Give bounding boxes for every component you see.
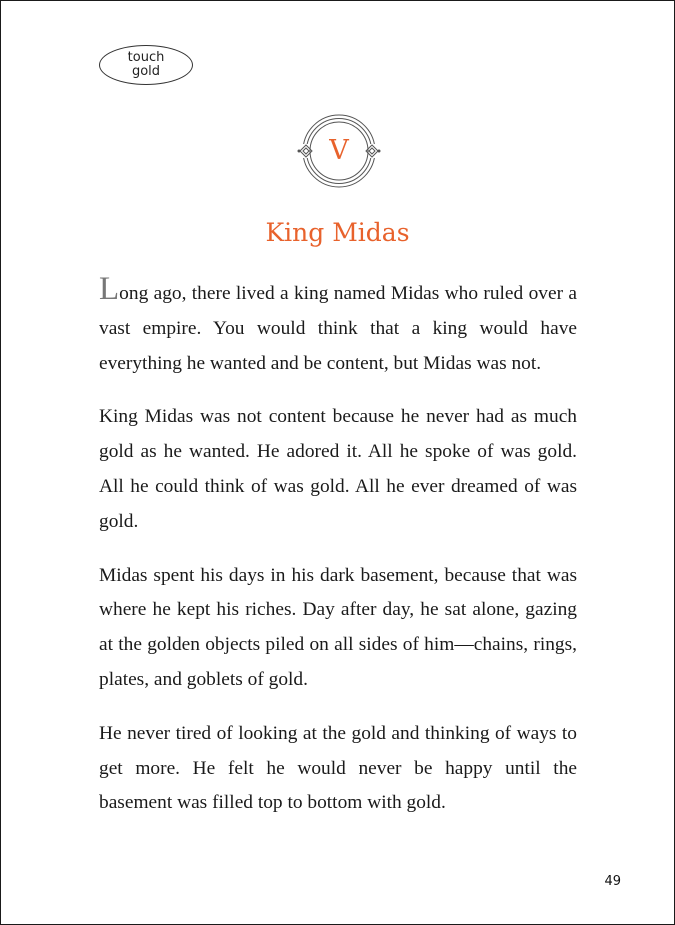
page-number: 49: [604, 874, 621, 889]
chapter-numeral: V: [329, 135, 349, 166]
paragraph-3: Midas spent his days in his dark basement, because that was where he kept his riches. Day after day, he sat alone, gazing at the golden objects piled on all sides of him—chains, rings, plates, and goblets of gold.: [99, 564, 577, 690]
paragraph-4: He never tired of looking at the gold and thinking of ways to get more. He felt he would never be happy until the basement was filled top to bottom with gold.: [99, 722, 577, 814]
drop-cap: L: [99, 271, 120, 307]
chapter-title: King Midas: [265, 218, 410, 247]
story-text: [99, 271, 577, 840]
tag-line-2: gold: [131, 64, 161, 79]
tag-line-1: touch: [127, 50, 165, 65]
paragraph-1: [99, 271, 577, 381]
touch-gold-tag: [99, 45, 193, 85]
paragraph-1-text: ong ago, there lived a king named Midas who ruled over a vast empire. You would think that a king would have everything he wanted and be content, but Midas was not.: [99, 283, 577, 374]
paragraph-2: King Midas was not content because he never had as much gold as he wanted. He adored it. All he spoke of was gold. All he could think of was gold. All he ever dreamed of was gold.: [99, 406, 577, 532]
